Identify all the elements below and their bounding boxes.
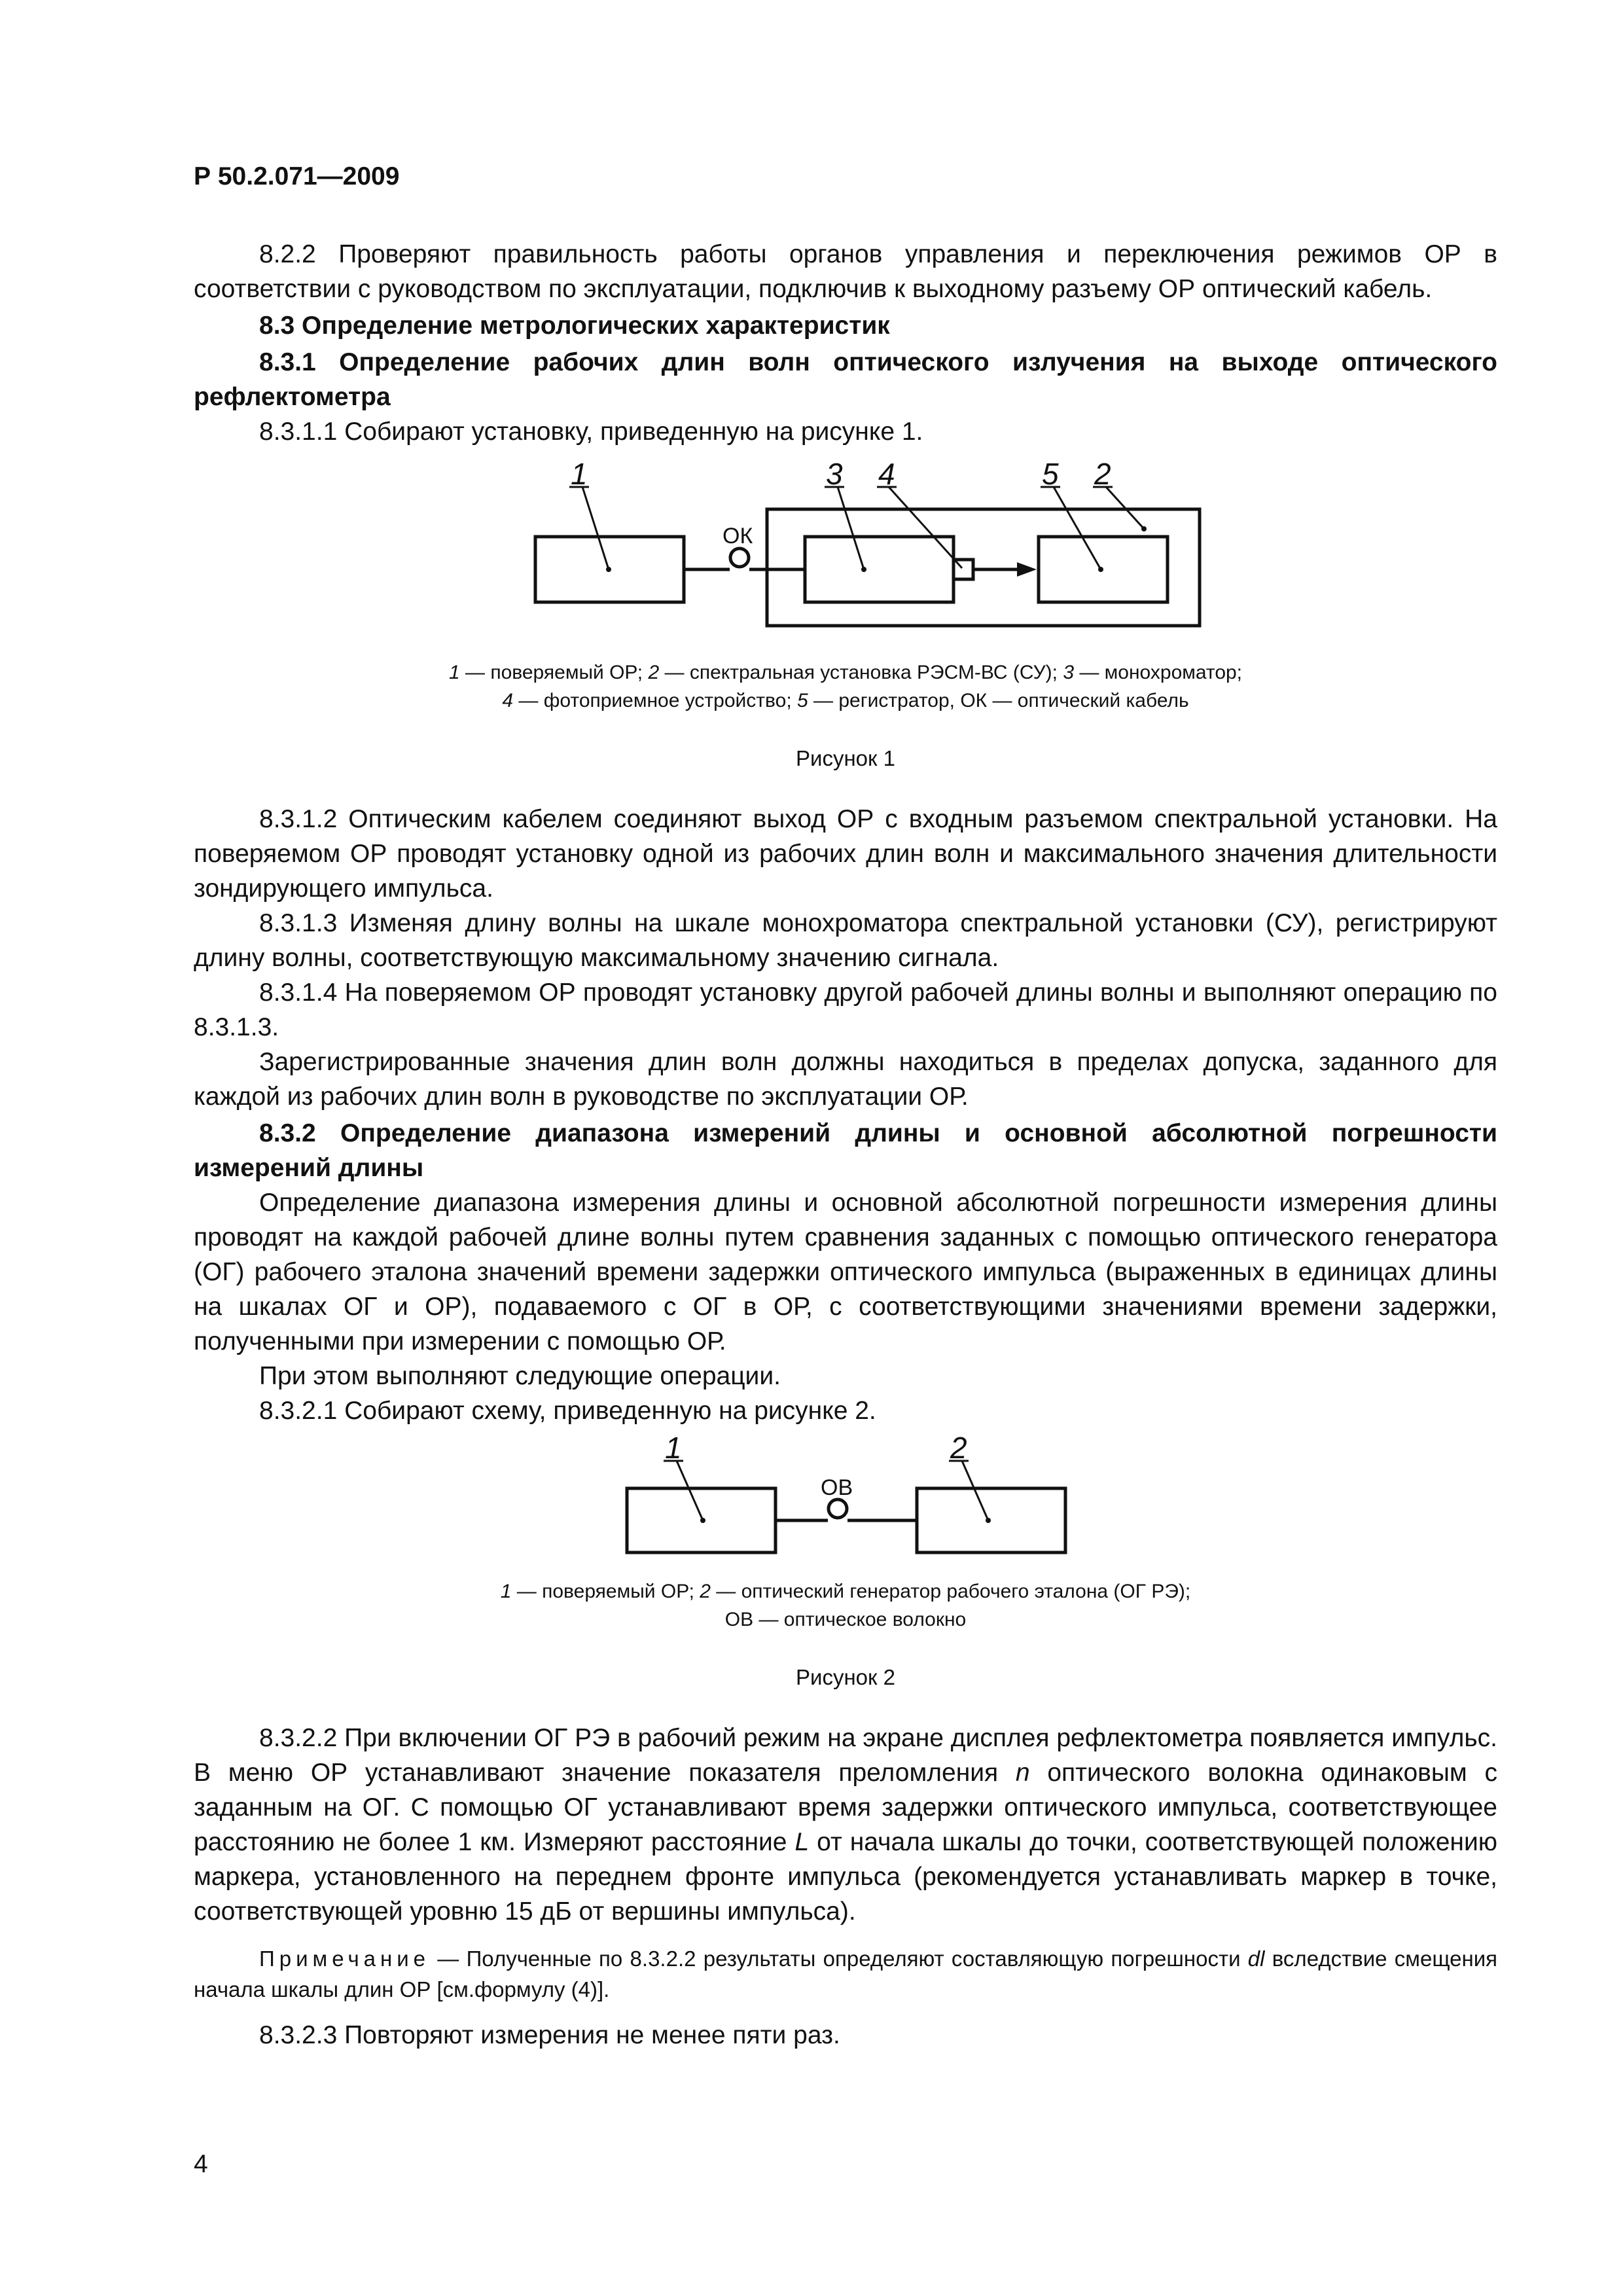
paragraph-8-3-2-3: 8.3.2.3 Повторяют измерения не менее пяти раз. [259,2021,840,2049]
figure-2-label-2: 2 [950,1435,967,1465]
figure-1-caption-text-5: — регистратор, ОК — оптический кабель [808,690,1189,711]
leader-f2-1 [677,1461,703,1520]
paragraph-8-3-2-1: 8.3.2.1 Собирают схему, приведенную на рисунке 2. [259,1397,876,1425]
figure-2-title: Рисунок 2 [796,1665,895,1689]
page-number: 4 [194,2150,208,2178]
figure-2-label-1: 1 [665,1435,682,1465]
figure-2-caption-line-2: ОВ — оптическое волокно [724,1609,967,1630]
figure-2-caption-num-1: 1 [500,1581,512,1602]
figure-1-caption-line-2 [194,687,1497,715]
document-number: Р 50.2.071—2009 [194,162,400,190]
figure-1-label-3: 3 [826,457,843,491]
figure-1-diagram [420,456,1271,645]
paragraph-8-3-2-2 [194,1721,1497,1929]
figure-2 [584,1435,1107,1566]
figure-2-caption-text-2: — оптический генератор рабочего эталона (ОГ РЭ); [710,1581,1191,1602]
paragraph-operations: При этом выполняют следующие операции. [259,1362,781,1390]
symbol-L: L [794,1828,810,1856]
figure-2-caption-text-1: — поверяемый ОР; [511,1581,700,1602]
fiber-connector [829,1499,847,1518]
box-monochromator [805,537,954,602]
figure-1-label-4: 4 [878,457,895,491]
paragraph-8-3-1-1: 8.3.1.1 Собирают установку, приведенную на рисунке 1. [259,418,923,446]
p-8-3-2-2-part-b: оптического волокна одинаковым с заданным на ОГ. С помощью ОГ устанавливают время задержки оптического импульса, соответствующее расстоянию не более 1 км. Измеряют расстояние [194,1759,1497,1856]
figure-1-caption-text-1: — поверяемый ОР; [459,662,649,683]
cable-connector [730,548,749,567]
symbol-n: n [1015,1759,1030,1787]
figure-1-label-5: 5 [1042,457,1059,491]
figure-2-label-fiber: ОВ [821,1475,853,1500]
paragraph-8-3-1-3: 8.3.1.3 Изменяя длину волны на шкале монохроматора спектральной установки (СУ), регистрируют длину волны, соответствующую максимальному значению сигнала. [194,909,1497,972]
p-8-3-2-2-part-a: 8.3.2.2 При включении ОГ РЭ в рабочий режим на экране дисплея рефлектометра появляется импульс. В меню ОР устанавливают значение показателя преломления [194,1724,1497,1787]
figure-1-caption-text-3: — монохроматор; [1074,662,1243,683]
note-label: Примечание [259,1946,431,1971]
figure-2-caption-line-1 [194,1577,1497,1605]
figure-2-diagram [584,1435,1107,1566]
figure-1-title: Рисунок 1 [796,746,895,770]
figure-1 [420,456,1271,645]
paragraph-8-2-2: 8.2.2 Проверяют правильность работы органов управления и переключения режимов ОР в соответствии с руководством по эксплуатации, подключив к выходному разъему ОР оптический кабель. [194,240,1497,303]
leader-1 [582,487,609,569]
figure-1-label-1: 1 [571,457,588,491]
note [194,1943,1497,2005]
paragraph-8-3-1-4: 8.3.1.4 На поверяемом ОР проводят установку другой рабочей длины волны и выполняют операцию по 8.3.1.3. [194,978,1497,1041]
symbol-dl: dl [1247,1946,1265,1971]
leader-5 [1054,487,1101,569]
figure-1-caption-text-4: — фотоприемное устройство; [513,690,797,711]
figure-1-caption-num-3: 3 [1063,662,1074,683]
heading-8-3-1: 8.3.1 Определение рабочих длин волн оптического излучения на выходе оптического рефлектометра [194,348,1497,411]
note-part-a: — Полученные по 8.3.2.2 результаты определяют составляющую погрешности [430,1946,1248,1971]
paragraph-registered: Зарегистрированные значения длин волн должны находиться в пределах допуска, заданного для каждой из рабочих длин волн в руководстве по эксплуатации ОР. [194,1048,1497,1111]
figure-1-label-2: 2 [1094,457,1111,491]
leader-4 [889,487,962,568]
note-part-b: вследствие смещения начала шкалы длин ОР [см.формулу (4)]. [194,1946,1497,2001]
box-generator [917,1488,1065,1552]
figure-1-caption-num-4: 4 [502,690,514,711]
p-8-3-2-2-part-c: от начала шкалы до точки, соответствующей положению маркера, установленного на переднем фронте импульса (рекомендуется устанавливать маркер в точке, соответствующей уровню 15 дБ от вершины импульса). [194,1828,1497,1926]
leader-3 [838,487,864,569]
figure-1-label-cable: ОК [722,524,753,548]
heading-8-3-2: 8.3.2 Определение диапазона измерений длины и основной абсолютной погрешности измерений длины [194,1119,1497,1182]
arrow-head [1017,562,1037,577]
figure-2-caption-num-2: 2 [700,1581,711,1602]
paragraph-definition: Определение диапазона измерения длины и основной абсолютной погрешности измерения длины проводят на каждой рабочей длине волны путем сравнения заданных с помощью оптического генератора (ОГ) рабочего эталона значений времени задержки оптического импульса (выраженных в единицах длины на шкалах ОГ и ОР), подаваемого с ОГ в ОР, с соответствующими значениями времени задержки, полученными при измерении с помощью ОР. [194,1189,1497,1355]
figure-1-caption-num-2: 2 [648,662,660,683]
figure-1-caption-num-5: 5 [797,690,808,711]
figure-1-caption-num-1: 1 [448,662,460,683]
paragraph-8-3-1-2: 8.3.1.2 Оптическим кабелем соединяют выход ОР с входным разъемом спектральной установки. На поверяемом ОР проводят установку одной из рабочих длин волн и максимального значения длительности зондирующего импульса. [194,805,1497,903]
figure-1-caption-text-2: — спектральная установка РЭСМ-ВС (СУ); [659,662,1063,683]
figure-1-caption-line-1 [194,658,1497,687]
box-spectral-unit [767,509,1200,626]
page-content [194,237,1497,2053]
leader-f2-2 [962,1461,988,1520]
heading-8-3: 8.3 Определение метрологических характеристик [259,312,890,340]
